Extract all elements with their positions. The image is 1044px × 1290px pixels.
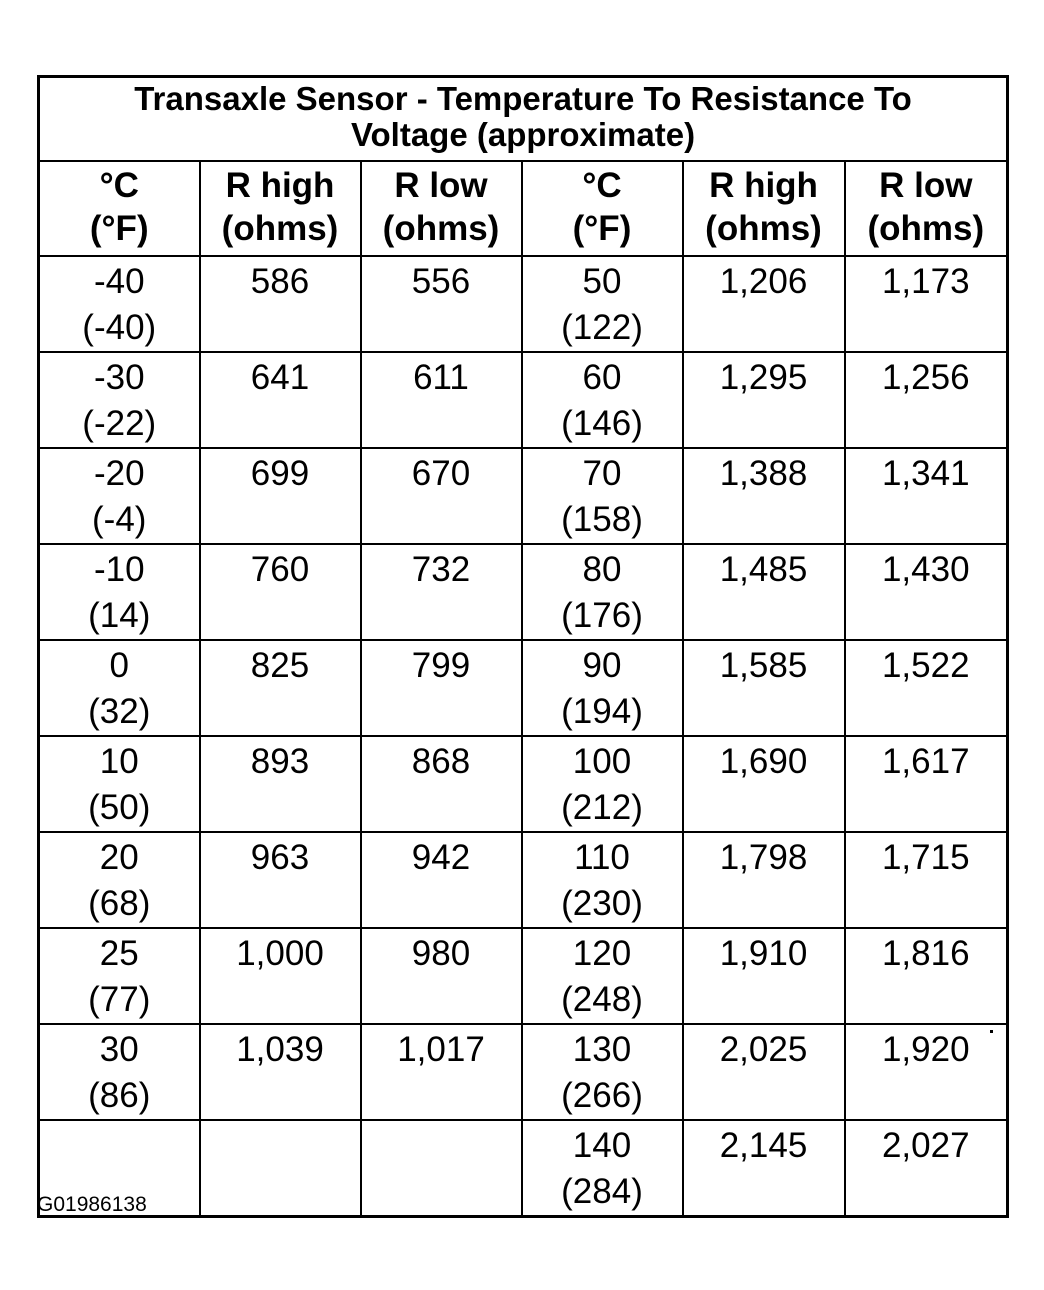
cell-value: 100	[572, 742, 632, 781]
cell-value: 1,017	[397, 1030, 485, 1069]
table-row	[39, 448, 1008, 544]
column-header-temp-c-f-4	[522, 161, 683, 256]
column-header-line: (ohms)	[382, 209, 500, 248]
column-header-line: R low	[879, 166, 973, 205]
cell-value: 670	[411, 454, 471, 493]
table-cell	[845, 1024, 1008, 1120]
table-cell	[200, 928, 361, 1024]
table-cell	[683, 448, 845, 544]
table-cell	[845, 640, 1008, 736]
cell-value: 732	[411, 550, 471, 589]
cell-value: 1,256	[881, 358, 970, 397]
table-cell	[522, 448, 683, 544]
cell-value: 1,295	[719, 358, 808, 397]
cell-value: (158)	[561, 500, 643, 539]
cell-value: 1,000	[236, 934, 324, 973]
cell-value: 25	[99, 934, 139, 973]
cell-value: 120	[572, 934, 632, 973]
table-cell	[200, 544, 361, 640]
column-header-r-high-2	[200, 161, 361, 256]
cell-value: 2,027	[881, 1126, 970, 1165]
table-cell	[845, 736, 1008, 832]
cell-value: 1,430	[881, 550, 970, 589]
cell-value: (284)	[561, 1172, 643, 1211]
cell-value: 1,485	[719, 550, 808, 589]
table-cell	[361, 448, 522, 544]
table-cell	[845, 928, 1008, 1024]
table-cell	[683, 256, 845, 352]
column-header-r-low-6	[845, 161, 1008, 256]
table-row	[39, 1120, 1008, 1217]
cell-value: 1,690	[719, 742, 808, 781]
cell-value: (-40)	[82, 308, 157, 347]
cell-value: 130	[572, 1030, 632, 1069]
cell-value: (77)	[88, 980, 151, 1019]
cell-value: (68)	[88, 884, 151, 923]
cell-value: 60	[582, 358, 622, 397]
table-cell	[361, 352, 522, 448]
cell-value: (32)	[88, 692, 151, 731]
table-cell	[39, 928, 200, 1024]
cell-value: 1,341	[881, 454, 970, 493]
column-header-r-high-5	[683, 161, 845, 256]
title-row	[39, 77, 1008, 162]
table-cell	[361, 1024, 522, 1120]
cell-value: 0	[109, 646, 129, 685]
cell-value: 50	[582, 262, 622, 301]
table-cell	[200, 256, 361, 352]
cell-value: (122)	[561, 308, 643, 347]
table-title-line-2: Voltage (approximate)	[350, 116, 696, 153]
cell-value: (-22)	[82, 404, 157, 443]
cell-value: 799	[411, 646, 471, 685]
scan-speck	[990, 1030, 993, 1033]
table-cell	[361, 928, 522, 1024]
cell-value: 586	[250, 262, 310, 301]
table-cell	[522, 736, 683, 832]
cell-value: 1,206	[719, 262, 808, 301]
header-row	[39, 161, 1008, 256]
column-header-line: R high	[709, 166, 818, 205]
table-cell	[39, 544, 200, 640]
table-cell	[200, 1024, 361, 1120]
cell-value: 1,920	[881, 1030, 970, 1069]
table-row	[39, 1024, 1008, 1120]
table-cell	[361, 640, 522, 736]
table-cell	[845, 352, 1008, 448]
table-cell	[39, 1024, 200, 1120]
column-header-line: °C	[99, 166, 139, 205]
sensor-table	[37, 75, 1009, 1218]
table-cell	[522, 256, 683, 352]
column-header-line: (°F)	[89, 209, 149, 248]
table-cell	[683, 544, 845, 640]
cell-value: 1,715	[881, 838, 970, 877]
cell-value: 90	[582, 646, 622, 685]
cell-value: 893	[250, 742, 310, 781]
cell-value: -30	[93, 358, 145, 397]
table-row	[39, 352, 1008, 448]
cell-value: (230)	[561, 884, 643, 923]
cell-value: (146)	[561, 404, 643, 443]
table-row	[39, 544, 1008, 640]
table-cell	[683, 352, 845, 448]
cell-value: -40	[93, 262, 145, 301]
cell-value: 1,910	[719, 934, 808, 973]
table-cell	[361, 736, 522, 832]
table-cell	[683, 1120, 845, 1217]
cell-value: 140	[572, 1126, 632, 1165]
table-cell	[39, 832, 200, 928]
column-header-r-low-3	[361, 161, 522, 256]
table-title-line-1: Transaxle Sensor - Temperature To Resistance To	[134, 80, 912, 117]
cell-value: 20	[99, 838, 139, 877]
cell-value: -20	[93, 454, 145, 493]
table-cell	[522, 640, 683, 736]
cell-value: 611	[413, 358, 469, 397]
table-cell	[522, 1024, 683, 1120]
column-header-temp-c-f-1	[39, 161, 200, 256]
column-header-line: (ohms)	[221, 209, 339, 248]
table-cell	[845, 832, 1008, 928]
table-cell	[39, 640, 200, 736]
cell-value: 641	[250, 358, 310, 397]
cell-value: (194)	[561, 692, 643, 731]
table-cell	[39, 352, 200, 448]
column-header-line: °C	[582, 166, 622, 205]
table-cell	[683, 1024, 845, 1120]
table-cell	[361, 1120, 522, 1217]
table-row	[39, 640, 1008, 736]
cell-value: 556	[411, 262, 471, 301]
table-cell	[361, 544, 522, 640]
table-cell	[522, 352, 683, 448]
cell-value: 80	[582, 550, 622, 589]
table-row	[39, 832, 1008, 928]
cell-value: 963	[250, 838, 310, 877]
table-cell	[845, 448, 1008, 544]
table-row	[39, 736, 1008, 832]
table-cell	[361, 832, 522, 928]
table-cell	[39, 736, 200, 832]
table-title	[39, 77, 1008, 162]
cell-value: 699	[250, 454, 310, 493]
table-cell	[361, 256, 522, 352]
table-cell	[683, 832, 845, 928]
table-cell	[200, 448, 361, 544]
cell-value: 30	[99, 1030, 139, 1069]
table-row	[39, 928, 1008, 1024]
column-header-line: (°F)	[572, 209, 632, 248]
cell-value: 1,585	[719, 646, 808, 685]
cell-value: (50)	[88, 788, 151, 827]
cell-value: (86)	[88, 1076, 151, 1115]
table-cell	[683, 928, 845, 1024]
table-cell	[845, 544, 1008, 640]
cell-value: 942	[411, 838, 471, 877]
table-cell	[200, 640, 361, 736]
cell-value: 10	[99, 742, 139, 781]
cell-value: 70	[582, 454, 622, 493]
cell-value: 1,798	[719, 838, 808, 877]
table-cell	[845, 256, 1008, 352]
column-header-line: R high	[225, 166, 335, 205]
cell-value: (14)	[88, 596, 151, 635]
table-cell	[39, 448, 200, 544]
cell-value: 1,617	[881, 742, 970, 781]
cell-value: (176)	[561, 596, 643, 635]
cell-value: 868	[411, 742, 471, 781]
table-row	[39, 256, 1008, 352]
cell-value: 1,173	[881, 262, 970, 301]
table-cell	[522, 1120, 683, 1217]
table-cell	[200, 736, 361, 832]
cell-value: 1,816	[881, 934, 970, 973]
cell-value: (212)	[561, 788, 643, 827]
table-cell	[522, 832, 683, 928]
cell-value: (248)	[561, 980, 643, 1019]
table-cell	[200, 352, 361, 448]
table-body	[39, 256, 1008, 1217]
table-cell	[522, 544, 683, 640]
column-header-line: R low	[394, 166, 488, 205]
table-cell	[39, 256, 200, 352]
cell-value: -10	[93, 550, 145, 589]
table-cell	[200, 832, 361, 928]
table-cell	[522, 928, 683, 1024]
cell-value: 2,145	[719, 1126, 808, 1165]
column-header-line: (ohms)	[867, 209, 985, 248]
table-cell	[683, 736, 845, 832]
figure-id: G01986138	[37, 1193, 147, 1216]
cell-value: 825	[250, 646, 310, 685]
cell-value: 1,522	[881, 646, 970, 685]
table-cell	[200, 1120, 361, 1217]
cell-value: (-4)	[92, 500, 147, 539]
column-header-line: (ohms)	[705, 209, 822, 248]
table-cell	[683, 640, 845, 736]
table-cell	[845, 1120, 1008, 1217]
cell-value: 980	[411, 934, 471, 973]
cell-value: (266)	[561, 1076, 643, 1115]
cell-value: 110	[574, 838, 630, 877]
cell-value: 1,039	[236, 1030, 324, 1069]
cell-value: 2,025	[719, 1030, 808, 1069]
cell-value: 760	[250, 550, 310, 589]
cell-value: 1,388	[719, 454, 808, 493]
